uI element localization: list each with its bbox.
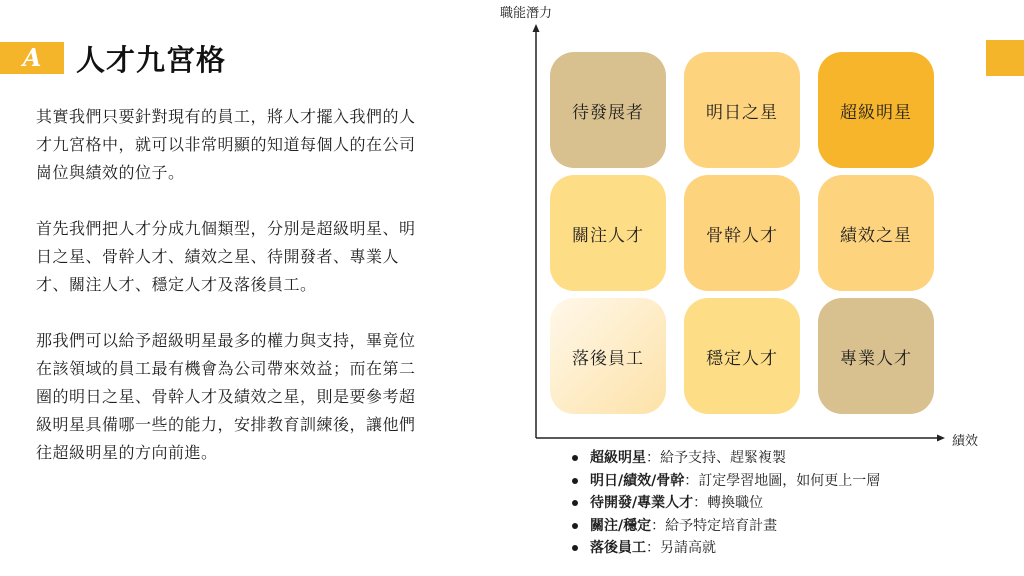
- legend-item: [572, 492, 880, 515]
- grid-cell: 超級明星: [818, 52, 934, 168]
- y-axis-label: 職能潛力: [500, 6, 553, 21]
- paragraph-types: 首先我們把人才分成九個類型，分別是超級明星、明日之星、骨幹人才、績效之星、待開發者、專業人才、關注人才、穩定人才及落後員工。: [36, 219, 416, 294]
- legend-item-title: 超級明星: [590, 450, 646, 466]
- bullet-icon: [572, 455, 578, 461]
- legend-item-title: 待開發/專業人才: [590, 495, 694, 511]
- y-axis-arrow-icon: [533, 24, 540, 32]
- x-axis-label: 績效: [952, 434, 979, 449]
- grid-cell: 骨幹人才: [684, 175, 800, 291]
- legend-item-text: ：給予特定培育計畫: [651, 517, 778, 534]
- legend-item-title: 關注/穩定: [590, 517, 652, 534]
- paragraph-strategy: 那我們可以給予超級明星最多的權力與支持，畢竟位在該領域的員工最有機會為公司帶來效益；而在第二圈的明日之星、骨幹人才及績效之星，則是要參考超級明星具備哪一些的能力，安排教育訓練後，讓他們往超級明星的方向前進。: [36, 331, 416, 462]
- legend-item-title: 明日/績效/骨幹: [590, 472, 685, 489]
- nine-box-grid: [500, 0, 1024, 576]
- paragraph-intro: 其實我們只要針對現有的員工，將人才擺入我們的人才九宮格中，就可以非常明顯的知道每個人的在公司崗位與績效的位子。: [36, 107, 416, 182]
- legend-item: [572, 447, 880, 470]
- legend-item: [572, 470, 880, 493]
- bullet-icon: [572, 523, 578, 529]
- legend-item-text: ：給予支持、趕緊複製: [646, 450, 786, 466]
- grid-cell: 落後員工: [550, 298, 666, 414]
- bullet-icon: [572, 478, 578, 484]
- legend-item-text: ：轉換職位: [693, 495, 764, 511]
- legend-item-text: ：另請高就: [646, 540, 716, 556]
- legend-item: [572, 537, 880, 560]
- bullet-icon: [572, 545, 578, 551]
- grid-cell: 穩定人才: [684, 298, 800, 414]
- legend-list: [572, 447, 880, 560]
- legend-item-title: 落後員工: [590, 540, 646, 556]
- page-title: 人才九宮格: [76, 43, 227, 77]
- grid-cell: 待發展者: [550, 52, 666, 168]
- legend-item-text: ：訂定學習地圖，如何更上一層: [684, 472, 881, 489]
- logo-letter: A: [22, 43, 42, 72]
- bullet-icon: [572, 500, 578, 506]
- grid-cell: 專業人才: [818, 298, 934, 414]
- body-text: [36, 103, 431, 495]
- legend-item: [572, 515, 880, 538]
- x-axis-arrow-icon: [937, 435, 945, 442]
- grid-cell: 績效之星: [818, 175, 934, 291]
- grid-cell: 明日之星: [684, 52, 800, 168]
- grid-cell: 關注人才: [550, 175, 666, 291]
- logo-badge: [0, 42, 64, 74]
